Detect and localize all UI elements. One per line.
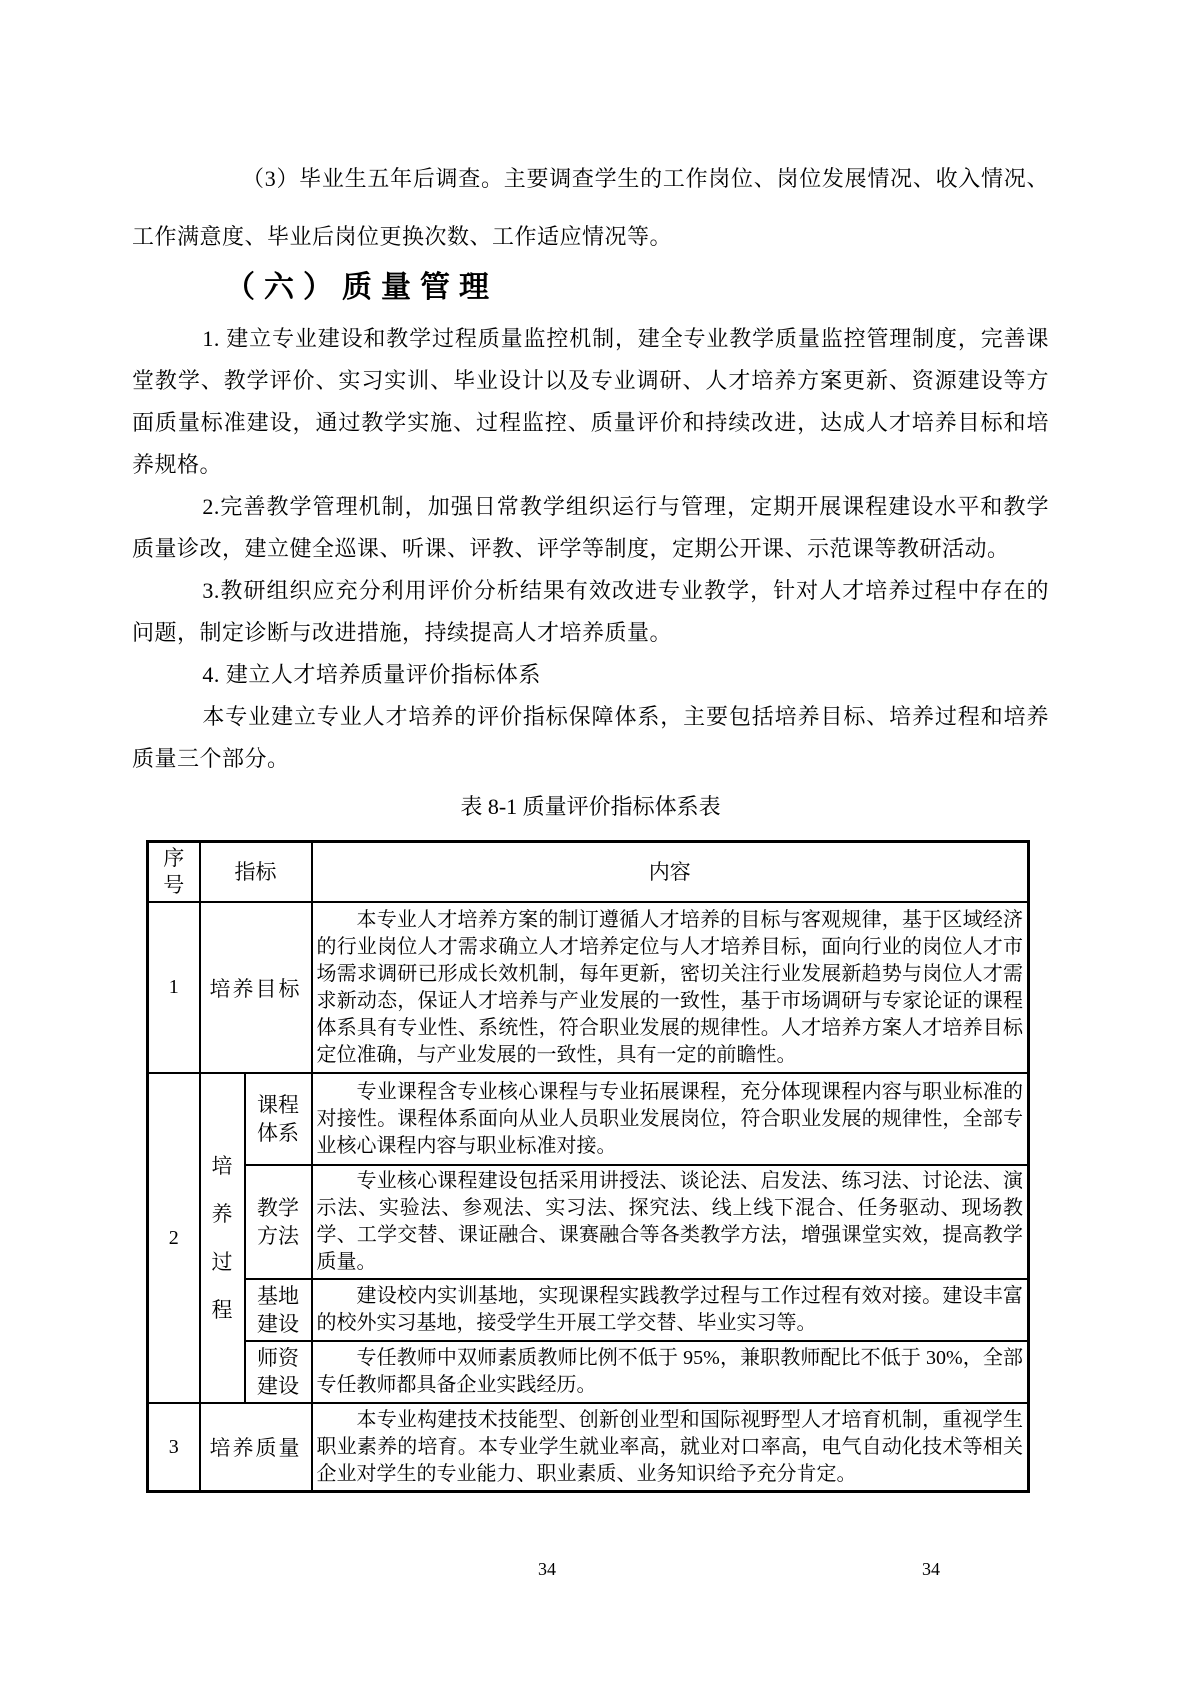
row1-content: 本专业人才培养方案的制订遵循人才培养的目标与客观规律，基于区域经济的行业岗位人才需求确立人才培养定位与人才培养目标，面向行业的岗位人才市场需求调研已形成长效机制，每年更新，密切关注行业发展新趋势与岗位人才需求新动态，保证人才培养与产业发展的一致性，基于市场调研与专家论证的课程体系具有专业性、系统性，符合职业发展的规律性。人才培养方案人才培养目标定位准确，与产业发展的一致性，具有一定的前瞻性。 — [312, 902, 1029, 1073]
table-row-training-quality — [148, 1403, 1029, 1492]
subrow-base-construction-content: 建设校内实训基地，实现课程实践教学过程与工作过程有效对接。建设丰富的校外实习基地，接受学生开展工学交替、毕业实习等。 — [312, 1279, 1029, 1341]
paragraph-item2: 2.完善教学管理机制，加强日常教学组织运行与管理，定期开展课程建设水平和教学质量诊改，建立健全巡课、听课、评教、评学等制度，定期公开课、示范课等教研活动。 — [132, 494, 1049, 561]
row3-content: 本专业构建技术技能型、创新创业型和国际视野型人才培育机制，重视学生职业素养的培育。本专业学生就业率高，就业对口率高，电气自动化技术等相关企业对学生的专业能力、职业素质、业务知识给予充分肯定。 — [312, 1403, 1029, 1492]
table-row-course-system — [148, 1073, 1029, 1165]
paragraph-item3: 3.教研组织应充分利用评价分析结果有效改进专业教学，针对人才培养过程中存在的问题，制定诊断与改进措施，持续提高人才培养质量。 — [132, 578, 1049, 645]
subrow-base-construction-label: 基地建设 — [245, 1279, 312, 1341]
quality-evaluation-table — [146, 840, 1030, 1493]
row1-indicator: 培养目标 — [200, 902, 312, 1073]
subrow-teaching-methods-content: 专业核心课程建设包括采用讲授法、谈论法、启发法、练习法、讨论法、演示法、实验法、参观法、实习法、探究法、线上线下混合、任务驱动、现场教学、工学交替、课证融合、课赛融合等各类教学方法，增强课堂实效，提高教学质量。 — [312, 1165, 1029, 1279]
table-row-teaching-methods — [148, 1165, 1029, 1279]
table-header-row — [148, 842, 1029, 903]
page-footer — [0, 1556, 1191, 1582]
header-indicator: 指标 — [200, 842, 312, 903]
table-row-faculty-construction — [148, 1341, 1029, 1403]
paragraph-survey: （3）毕业生五年后调查。主要调查学生的工作岗位、岗位发展情况、收入情况、工作满意度、毕业后岗位更换次数、工作适应情况等。 — [132, 166, 1049, 249]
paragraph-item5: 本专业建立专业人才培养的评价指标保障体系，主要包括培养目标、培养过程和培养质量三个部分。 — [132, 704, 1049, 771]
row3-indicator: 培养质量 — [200, 1403, 312, 1492]
section-heading: （六）质量管理 — [225, 271, 498, 304]
header-content: 内容 — [312, 842, 1029, 903]
row2-indicator: 培养过程 — [200, 1073, 245, 1403]
table-title: 表 8-1 质量评价指标体系表 — [460, 794, 721, 819]
row1-number: 1 — [148, 902, 200, 1073]
subrow-course-system-content: 专业课程含专业核心课程与专业拓展课程，充分体现课程内容与职业标准的对接性。课程体系面向从业人员职业发展岗位，符合职业发展的规律性，全部专业核心课程内容与职业标准对接。 — [312, 1073, 1029, 1165]
subrow-course-system-label: 课程体系 — [245, 1073, 312, 1165]
header-no: 序号 — [148, 842, 200, 903]
subrow-faculty-construction-content: 专任教师中双师素质教师比例不低于 95%，兼职教师配比不低于 30%，全部专任教师都具备企业实践经历。 — [312, 1341, 1029, 1403]
table-row-training-goal — [148, 902, 1029, 1073]
page-number-right: 34 — [922, 1559, 940, 1579]
subrow-teaching-methods-label: 教学方法 — [245, 1165, 312, 1279]
paragraph-item1: 1. 建立专业建设和教学过程质量监控机制，建全专业教学质量监控管理制度，完善课堂教学、教学评价、实习实训、毕业设计以及专业调研、人才培养方案更新、资源建设等方面质量标准建设，通过教学实施、过程监控、质量评价和持续改进，达成人才培养目标和培养规格。 — [132, 326, 1049, 477]
page-number-center: 34 — [538, 1559, 556, 1579]
table-row-base-construction — [148, 1279, 1029, 1341]
paragraph-item4: 4. 建立人才培养质量评价指标体系 — [202, 662, 541, 687]
row2-number: 2 — [148, 1073, 200, 1403]
subrow-faculty-construction-label: 师资建设 — [245, 1341, 312, 1403]
row3-number: 3 — [148, 1403, 200, 1492]
